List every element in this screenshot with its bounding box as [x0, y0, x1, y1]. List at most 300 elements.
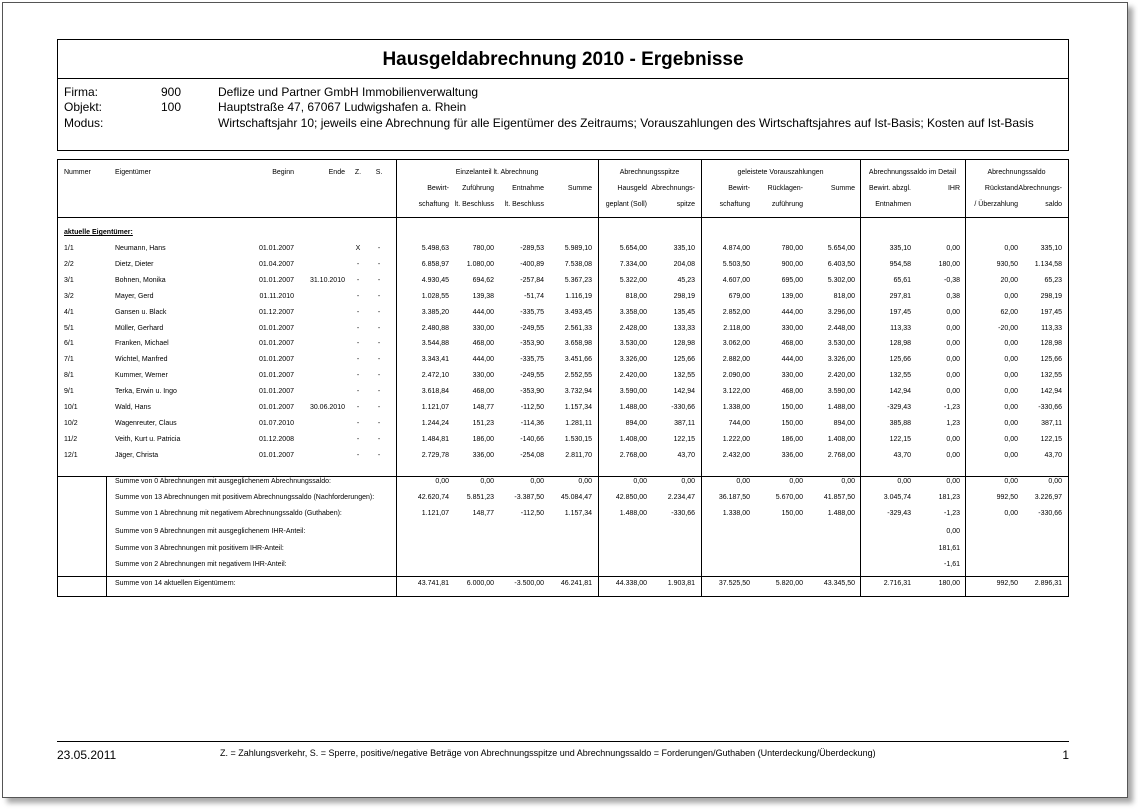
- row-value: 468,00: [472, 388, 494, 395]
- results-table: [57, 159, 1069, 597]
- row-value: 65,61: [893, 277, 911, 284]
- row-beginn: 01.01.2007: [258, 277, 294, 284]
- summary-value: 1.338,00: [722, 510, 750, 517]
- row-value: -257,84: [520, 277, 544, 284]
- row-divider: [58, 476, 1068, 477]
- row-value: 336,00: [472, 452, 494, 459]
- row-beginn: 01.07.2010: [258, 420, 294, 427]
- objekt-value: Hauptstraße 47, 67067 Ludwigshafen a. Rhein: [218, 100, 467, 114]
- row-value: 1.408,00: [619, 436, 647, 443]
- row-nummer: 2/2: [64, 261, 74, 268]
- row-value: 6.858,97: [421, 261, 449, 268]
- row-value: 132,55: [889, 372, 911, 379]
- row-value: 2.448,00: [827, 325, 855, 332]
- summary-value: 0,00: [530, 478, 544, 485]
- row-value: 387,11: [674, 420, 695, 427]
- row-value: 2.811,70: [565, 452, 592, 459]
- row-nummer: 10/1: [64, 404, 78, 411]
- row-value: 186,00: [472, 436, 494, 443]
- row-value: 3.530,00: [827, 340, 855, 347]
- firma-number: 900: [161, 85, 182, 99]
- row-value: 954,58: [889, 261, 911, 268]
- row-s: -: [377, 340, 381, 347]
- row-value: 7.538,08: [564, 261, 592, 268]
- row-divider: [58, 576, 1068, 577]
- total-label: Summe von 14 aktuellen Eigentümern:: [115, 580, 236, 587]
- row-value: 125,66: [1040, 356, 1062, 363]
- row-value: 0,00: [1004, 452, 1018, 459]
- total-value: 992,50: [996, 580, 1018, 587]
- row-beginn: 01.01.2007: [258, 325, 294, 332]
- row-value: 65,23: [1044, 277, 1062, 284]
- row-value: 297,81: [889, 293, 911, 300]
- row-value: 2.882,00: [722, 356, 750, 363]
- header-col-line1: Bewirt-: [427, 185, 449, 192]
- row-value: 135,45: [673, 309, 695, 316]
- summary-value: 0,00: [736, 478, 750, 485]
- row-value: 444,00: [472, 356, 494, 363]
- row-nummer: 11/2: [64, 436, 78, 443]
- header-group-title: Abrechnungsspitze: [619, 169, 680, 176]
- page-title: Hausgeldabrechnung 2010 - Ergebnisse: [382, 49, 744, 70]
- summary-label: Summe von 0 Abrechnungen mit ausgeglichenem Abrechnungssaldo:: [115, 478, 331, 485]
- row-value: -330,66: [1038, 404, 1062, 411]
- row-s: -: [377, 404, 381, 411]
- row-value: 335,10: [889, 245, 911, 252]
- summary-value: 2.234,47: [667, 494, 695, 501]
- row-value: 2.552,55: [564, 372, 592, 379]
- row-value: 0,38: [946, 293, 960, 300]
- summary-value: -330,66: [671, 510, 695, 517]
- row-z: -: [356, 277, 360, 284]
- row-name: Dietz, Dieter: [115, 261, 154, 268]
- header-group-title: Einzelanteil lt. Abrechnung: [455, 169, 539, 176]
- row-name: Müller, Gerhard: [115, 325, 164, 332]
- modus-label: Modus:: [64, 116, 104, 130]
- row-value: 0,00: [946, 452, 960, 459]
- row-value: 62,00: [1000, 309, 1018, 316]
- row-value: 336,00: [781, 452, 803, 459]
- summary-value: -330,66: [1038, 510, 1062, 517]
- row-value: 0,00: [946, 436, 960, 443]
- summary-value: 0,00: [480, 478, 494, 485]
- header-z: Z.: [354, 169, 362, 176]
- row-value: 3.358,00: [619, 309, 647, 316]
- row-value: 128,98: [673, 340, 695, 347]
- row-value: 132,55: [673, 372, 695, 379]
- row-z: -: [356, 293, 360, 300]
- row-value: 335,10: [1040, 245, 1062, 252]
- row-value: 444,00: [781, 309, 803, 316]
- row-value: -335,75: [520, 356, 544, 363]
- summary-value: 0,00: [1004, 478, 1018, 485]
- row-value: 3.062,00: [722, 340, 750, 347]
- header-group-title: geleistete Vorauszahlungen: [737, 169, 824, 176]
- page-number: 1: [1062, 748, 1069, 762]
- group-divider: [965, 160, 966, 596]
- summary-value: 0,00: [897, 478, 911, 485]
- row-z: -: [356, 372, 360, 379]
- row-value: 6.403,50: [827, 261, 855, 268]
- row-value: 930,50: [996, 261, 1018, 268]
- row-z: -: [356, 436, 360, 443]
- header-col-line2: lt. Beschluss: [454, 201, 494, 208]
- row-value: -400,89: [520, 261, 544, 268]
- row-name: Franken, Michael: [115, 340, 169, 347]
- objekt-number: 100: [161, 100, 182, 114]
- header-ende: Ende: [328, 169, 345, 176]
- row-nummer: 5/1: [64, 325, 74, 332]
- row-nummer: 3/2: [64, 293, 74, 300]
- row-z: -: [356, 404, 360, 411]
- summary-value: 42.620,74: [417, 494, 449, 501]
- row-value: 20,00: [1000, 277, 1018, 284]
- header-col-line1: Abrechnungs-: [651, 185, 695, 192]
- row-value: 133,33: [673, 325, 695, 332]
- row-value: 0,00: [946, 388, 960, 395]
- row-value: 1.222,00: [722, 436, 750, 443]
- row-value: 180,00: [938, 261, 960, 268]
- summary-value: 42.850,00: [615, 494, 647, 501]
- row-value: 900,00: [781, 261, 803, 268]
- row-value: 5.989,10: [564, 245, 592, 252]
- row-nummer: 4/1: [64, 309, 74, 316]
- row-value: 43,70: [1044, 452, 1062, 459]
- row-value: 0,00: [1004, 404, 1018, 411]
- row-value: 151,23: [472, 420, 494, 427]
- footer-date: 23.05.2011: [57, 748, 117, 762]
- row-value: 1.080,00: [466, 261, 494, 268]
- row-value: 1.484,81: [421, 436, 449, 443]
- header-col-line2: Entnahmen: [875, 201, 911, 208]
- row-value: 2.480,88: [421, 325, 449, 332]
- row-value: 3.618,84: [421, 388, 449, 395]
- header-col-line2: saldo: [1045, 201, 1062, 208]
- summary-value: 0,00: [789, 478, 803, 485]
- row-value: 0,00: [1004, 372, 1018, 379]
- header-col-line1: Summe: [567, 185, 592, 192]
- row-value: 5.498,63: [421, 245, 449, 252]
- row-value: 3.544,88: [421, 340, 449, 347]
- row-value: 679,00: [728, 293, 750, 300]
- row-value: 3.451,66: [564, 356, 592, 363]
- row-value: -20,00: [998, 325, 1018, 332]
- row-value: -353,90: [520, 340, 544, 347]
- total-value: 43.345,50: [823, 580, 855, 587]
- row-value: 694,62: [472, 277, 494, 284]
- row-value: -51,74: [524, 293, 544, 300]
- row-value: 1.488,00: [619, 404, 647, 411]
- row-name: Veith, Kurt u. Patricia: [115, 436, 181, 443]
- header-col-line2: schaftung: [719, 201, 750, 208]
- row-value: 0,00: [1004, 293, 1018, 300]
- row-value: 744,00: [728, 420, 750, 427]
- row-value: 330,00: [472, 372, 494, 379]
- summary-value: 3.226,97: [1034, 494, 1062, 501]
- row-name: Kummer, Werner: [115, 372, 168, 379]
- row-value: 1.488,00: [827, 404, 855, 411]
- summary-value: 36.187,50: [718, 494, 750, 501]
- row-value: 2.090,00: [722, 372, 750, 379]
- row-nummer: 6/1: [64, 340, 74, 347]
- row-value: 2.420,00: [619, 372, 647, 379]
- row-value: 0,00: [946, 372, 960, 379]
- ihr-summary-label: Summe von 3 Abrechnungen mit positivem IHR-Anteil:: [115, 545, 284, 552]
- header-col-line1: Rücklagen-: [767, 185, 803, 192]
- row-value: -353,90: [520, 388, 544, 395]
- row-nummer: 10/2: [64, 420, 78, 427]
- summary-label: Summe von 1 Abrechnung mit negativem Abrechnungssaldo (Guthaben):: [115, 510, 342, 517]
- row-value: 7.334,00: [619, 261, 647, 268]
- row-value: 3.493,45: [564, 309, 592, 316]
- row-value: -1,23: [944, 404, 960, 411]
- row-nummer: 9/1: [64, 388, 74, 395]
- row-beginn: 01.01.2007: [258, 340, 294, 347]
- header-col-line2: geplant (Soll): [605, 201, 647, 208]
- summary-value: 0,00: [1048, 478, 1062, 485]
- row-value: 3.343,41: [421, 356, 449, 363]
- row-value: 1,23: [946, 420, 960, 427]
- row-beginn: 01.01.2007: [258, 452, 294, 459]
- row-value: 3.590,00: [619, 388, 647, 395]
- row-value: -112,50: [520, 404, 544, 411]
- header-col-line1: Summe: [830, 185, 855, 192]
- summary-value: -3.387,50: [514, 494, 544, 501]
- row-z: -: [356, 420, 360, 427]
- row-value: 2.729,78: [421, 452, 449, 459]
- row-value: 0,00: [946, 340, 960, 347]
- row-value: 3.530,00: [619, 340, 647, 347]
- info-box: [57, 78, 1069, 151]
- summary-value: -1,23: [944, 510, 960, 517]
- row-value: 1.408,00: [827, 436, 855, 443]
- row-nummer: 7/1: [64, 356, 74, 363]
- report-page: [2, 2, 1128, 798]
- summary-value: 5.851,23: [466, 494, 494, 501]
- ihr-summary-value: -1,61: [944, 561, 960, 568]
- row-value: 1.530,15: [564, 436, 592, 443]
- row-value: 1.121,07: [421, 404, 449, 411]
- row-value: 1.244,24: [421, 420, 449, 427]
- row-value: 128,98: [1040, 340, 1062, 347]
- firma-value: Deflize und Partner GmbH Immobilienverwaltung: [218, 85, 479, 99]
- row-value: 0,00: [1004, 420, 1018, 427]
- row-value: 818,00: [833, 293, 855, 300]
- summary-value: 1.121,07: [421, 510, 449, 517]
- row-value: 0,00: [946, 309, 960, 316]
- ihr-summary-value: 0,00: [946, 528, 960, 535]
- row-z: -: [356, 452, 360, 459]
- row-s: -: [377, 420, 381, 427]
- row-value: 4.874,00: [722, 245, 750, 252]
- row-s: -: [377, 388, 381, 395]
- row-value: 894,00: [833, 420, 855, 427]
- summary-value: -112,50: [520, 510, 544, 517]
- row-value: 387,11: [1041, 420, 1062, 427]
- summary-value: 1.157,34: [564, 510, 592, 517]
- row-value: 3.590,00: [827, 388, 855, 395]
- row-s: -: [377, 245, 381, 252]
- row-value: -114,36: [520, 420, 544, 427]
- row-value: 132,55: [1040, 372, 1062, 379]
- row-beginn: 01.01.2007: [258, 356, 294, 363]
- title-box: [57, 39, 1069, 79]
- total-value: 2.896,31: [1034, 580, 1062, 587]
- summary-value: 0,00: [633, 478, 647, 485]
- row-s: -: [377, 325, 381, 332]
- row-value: 468,00: [781, 388, 803, 395]
- row-value: -254,08: [520, 452, 544, 459]
- row-value: 5.302,00: [827, 277, 855, 284]
- row-value: -249,55: [520, 325, 544, 332]
- row-value: 122,15: [889, 436, 911, 443]
- row-s: -: [377, 277, 381, 284]
- row-value: 1.134,58: [1034, 261, 1062, 268]
- header-beginn: Beginn: [272, 169, 294, 176]
- row-value: 186,00: [781, 436, 803, 443]
- row-value: 0,00: [1004, 436, 1018, 443]
- row-value: 1.157,34: [564, 404, 592, 411]
- row-beginn: 01.01.2007: [258, 388, 294, 395]
- row-value: 468,00: [472, 340, 494, 347]
- header-col-line1: Hausgeld: [617, 185, 647, 192]
- row-value: 3.732,94: [564, 388, 592, 395]
- row-value: 5.654,00: [619, 245, 647, 252]
- row-value: 128,98: [889, 340, 911, 347]
- row-name: Jäger, Christa: [115, 452, 159, 459]
- row-nummer: 1/1: [64, 245, 74, 252]
- row-z: X: [355, 245, 361, 252]
- row-value: 3.326,00: [827, 356, 855, 363]
- summary-value: 0,00: [681, 478, 695, 485]
- header-col-line1: IHR: [947, 185, 960, 192]
- row-value: 298,19: [1040, 293, 1062, 300]
- total-value: 44.338,00: [615, 580, 647, 587]
- row-beginn: 01.01.2007: [258, 245, 294, 252]
- summary-value: 0,00: [841, 478, 855, 485]
- row-value: 122,15: [1040, 436, 1062, 443]
- row-name: Wald, Hans: [115, 404, 151, 411]
- row-name: Mayer, Gerd: [115, 293, 154, 300]
- total-value: 43.741,81: [417, 580, 449, 587]
- total-value: 1.903,81: [667, 580, 695, 587]
- row-value: 3.122,00: [722, 388, 750, 395]
- row-ende: 31.10.2010: [309, 277, 345, 284]
- summary-value: 0,00: [578, 478, 592, 485]
- row-value: 45,23: [677, 277, 695, 284]
- row-beginn: 01.01.2007: [258, 372, 294, 379]
- row-s: -: [377, 309, 381, 316]
- row-value: 3.326,00: [619, 356, 647, 363]
- row-value: 43,70: [677, 452, 695, 459]
- header-s: S.: [375, 169, 383, 176]
- header-col-line1: Bewirt. abzgl.: [868, 185, 911, 192]
- row-value: 0,00: [1004, 245, 1018, 252]
- header-col-line2: / Überzahlung: [974, 201, 1018, 208]
- total-value: 2.716,31: [883, 580, 911, 587]
- total-value: 46.241,81: [560, 580, 592, 587]
- total-value: -3.500,00: [514, 580, 544, 587]
- row-value: 0,00: [946, 245, 960, 252]
- total-value: 6.000,00: [466, 580, 494, 587]
- row-value: 298,19: [673, 293, 695, 300]
- row-z: -: [356, 325, 360, 332]
- row-value: 2.432,00: [722, 452, 750, 459]
- row-value: 125,66: [673, 356, 695, 363]
- row-s: -: [377, 356, 381, 363]
- row-s: -: [377, 436, 381, 443]
- row-value: 330,00: [781, 372, 803, 379]
- row-name: Wichtel, Manfred: [115, 356, 168, 363]
- row-value: 818,00: [625, 293, 647, 300]
- row-value: 142,94: [1040, 388, 1062, 395]
- row-z: -: [356, 356, 360, 363]
- row-value: 0,00: [1004, 388, 1018, 395]
- row-value: -329,43: [887, 404, 911, 411]
- header-group-title: Abrechnungssaldo: [987, 169, 1046, 176]
- row-value: 2.852,00: [722, 309, 750, 316]
- row-value: 5.367,23: [564, 277, 592, 284]
- row-nummer: 12/1: [64, 452, 78, 459]
- row-value: 5.503,50: [722, 261, 750, 268]
- summary-value: 148,77: [472, 510, 494, 517]
- row-name: Bohnen, Monika: [115, 277, 166, 284]
- row-z: -: [356, 261, 360, 268]
- row-value: 197,45: [1040, 309, 1062, 316]
- row-value: 2.420,00: [827, 372, 855, 379]
- header-nummer: Nummer: [64, 169, 91, 176]
- row-value: 335,10: [673, 245, 695, 252]
- row-value: 2.768,00: [619, 452, 647, 459]
- row-name: Terka, Erwin u. Ingo: [115, 388, 177, 395]
- row-s: -: [377, 261, 381, 268]
- row-value: 122,15: [673, 436, 695, 443]
- row-value: 3.658,98: [564, 340, 592, 347]
- row-value: 330,00: [472, 325, 494, 332]
- row-value: 444,00: [472, 309, 494, 316]
- row-value: 1.338,00: [722, 404, 750, 411]
- row-value: 2.428,00: [619, 325, 647, 332]
- row-value: 2.561,33: [564, 325, 592, 332]
- summary-value: 0,00: [946, 478, 960, 485]
- row-value: -289,53: [520, 245, 544, 252]
- ihr-summary-label: Summe von 9 Abrechnungen mit ausgeglichenem IHR-Anteil:: [115, 528, 306, 535]
- total-value: 37.525,50: [718, 580, 750, 587]
- row-value: 780,00: [781, 245, 803, 252]
- row-beginn: 01.04.2007: [258, 261, 294, 268]
- header-col-line1: Entnahme: [512, 185, 544, 192]
- row-beginn: 01.12.2007: [258, 309, 294, 316]
- row-z: -: [356, 340, 360, 347]
- summary-divider: [106, 476, 107, 596]
- row-value: 468,00: [781, 340, 803, 347]
- row-value: -330,66: [671, 404, 695, 411]
- row-value: 2.472,10: [421, 372, 449, 379]
- summary-value: 5.670,00: [775, 494, 803, 501]
- header-col-line2: schaftung: [418, 201, 449, 208]
- row-s: -: [377, 293, 381, 300]
- row-value: 1.028,55: [421, 293, 449, 300]
- row-value: 2.768,00: [827, 452, 855, 459]
- row-z: -: [356, 309, 360, 316]
- header-col-line1: Abrechnungs-: [1018, 185, 1062, 192]
- row-value: 0,00: [946, 356, 960, 363]
- row-value: 330,00: [781, 325, 803, 332]
- row-value: 204,08: [673, 261, 695, 268]
- summary-value: -329,43: [887, 510, 911, 517]
- header-col-line1: Rückstand: [984, 185, 1018, 192]
- row-value: 3.385,20: [421, 309, 449, 316]
